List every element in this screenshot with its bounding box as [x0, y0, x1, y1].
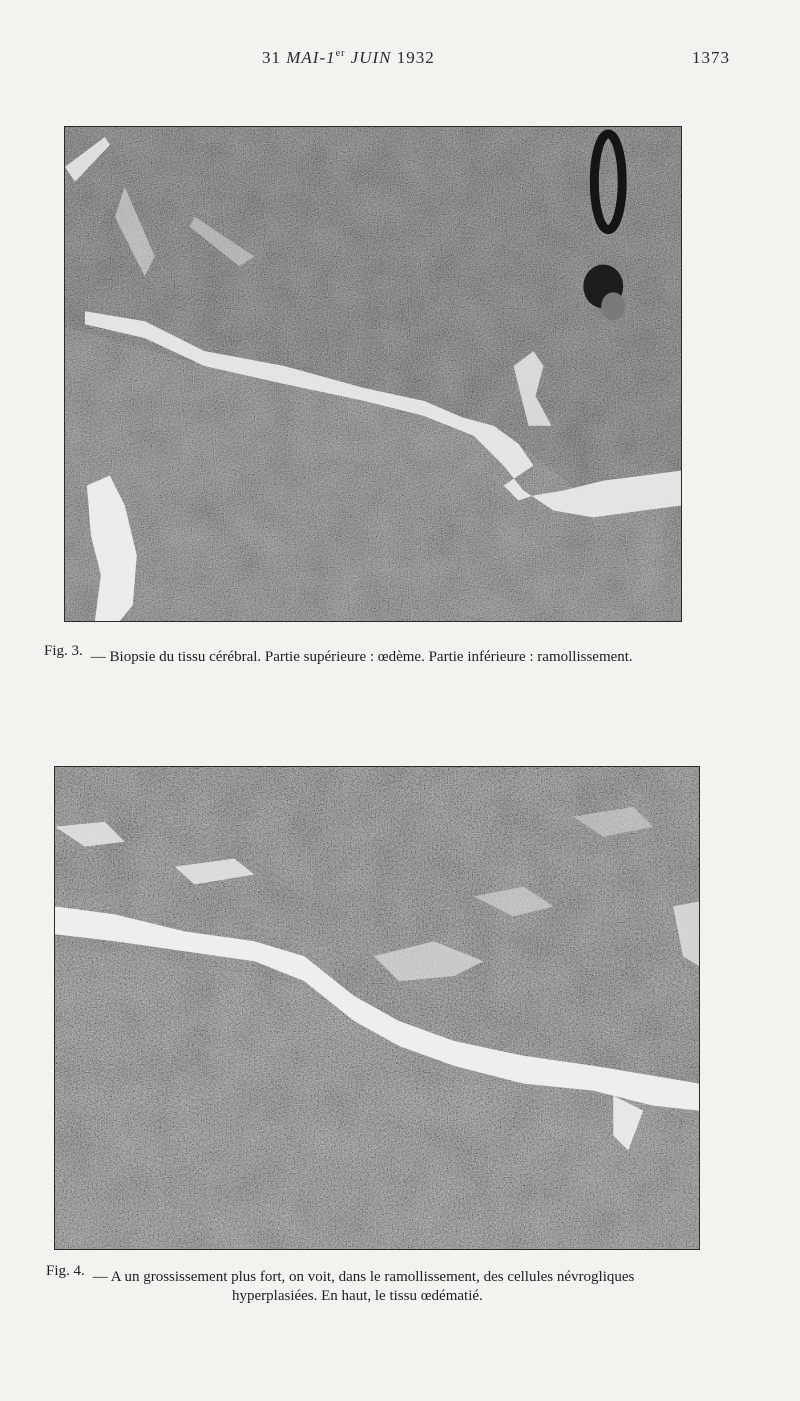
figure-4-caption — [46, 1263, 746, 1306]
figure-4-number: Fig. 4. — [46, 1263, 85, 1279]
figure-4-caption-line2: hyperplasiées. En haut, le tissu œdématié. — [232, 1288, 483, 1304]
figure-4-caption-line1: — A un grossissement plus fort, on voit, dans le ramollissement, des cellules névrogliques — [92, 1269, 635, 1285]
running-header — [0, 48, 800, 72]
page-number: 1373 — [692, 48, 730, 67]
figure-3-caption — [44, 643, 744, 667]
figure-3-caption-text: — Biopsie du tissu cérébral. Partie supérieure : œdème. Partie inférieure : ramollissement. — [90, 649, 633, 665]
figure-3-micrograph — [64, 126, 682, 622]
figure-3-number: Fig. 3. — [44, 643, 83, 659]
micrograph-image — [65, 127, 681, 621]
figure-4-micrograph — [54, 766, 700, 1250]
issue-date: 31 MAI-1er JUIN 1932 — [262, 48, 435, 67]
micrograph-image — [55, 767, 699, 1249]
